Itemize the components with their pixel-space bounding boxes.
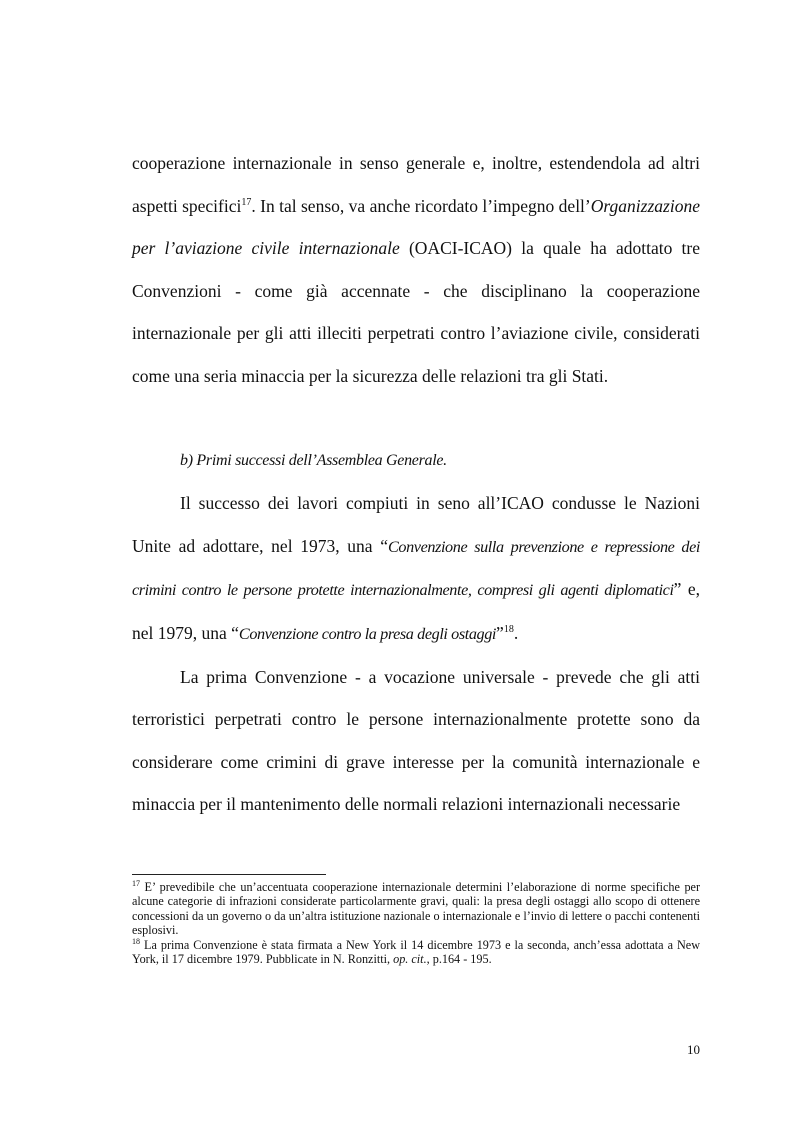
footnote-number: 17 [132,878,140,888]
organization-name: Organizzazione per l’aviazione civile internazionale [132,195,700,259]
section-subheading: b) Primi successi dell’Assemblea Generale. [180,451,447,469]
body-text [132,142,700,826]
section-gap [132,398,700,440]
footnote-17: $^{17}$ E’ prevedibile che un’accentuata cooperazione internazionale determini l’elaborazione di norme specifiche per alcune categorie di infrazioni considerate particolarmente gravi, quali: la presa degli ostaggi allo scopo di ottenere concessioni da un governo o da un’altra istituzione nazionale o internazionale e l’invio di lettere o pacchi contenenti esplosivi. [132,878,700,938]
footnote-ref-18[interactable]: 18 [503,624,514,636]
footnote-ref-17[interactable]: 17 [241,196,252,208]
footnote-separator [132,874,326,875]
paragraph-3: La prima Convenzione - a vocazione universale - prevede che gli atti terroristici perpetrati contro le persone internazionalmente protette sono da considerare come crimini di grave interesse per la comunità internazionale e minaccia per il mantenimento delle normali relazioni internazionali necessarie [132,666,700,815]
paragraph-2: Il successo dei lavori compiuti in seno all’ICAO condusse le Nazioni Unite ad adottare, nel 1973, una “Convenzione sulla prevenzione e repressione dei crimini contro le persone protette internazionalmente, compresi gli agenti diplomatici” e, nel 1979, una “Convenzione contro la presa degli ostaggi”$^{18}$. [132,493,700,643]
convention-title-1: Convenzione sulla prevenzione e repressione dei crimini contro le persone protette internazionalmente, compresi gli agenti diplomatici [132,537,700,600]
footnote-18: $^{18}$ La prima Convenzione è stata firmata a New York il 14 dicembre 1973 e la seconda, anch’essa adottata a New York, il 17 dicembre 1979. Pubblicate in N. Ronzitti, op. cit., p.164 - 195. [132,936,700,967]
footnote-number: 18 [132,936,140,946]
convention-title-2: Convenzione contro la presa degli ostaggi [238,624,497,643]
paragraph-1: cooperazione internazionale in senso generale e, inoltre, estendendola ad altri aspetti specifici$^{17}$. In tal senso, va anche ricordato l’impegno dell’Organizzazione per l’aviazione civile internazionale (OACI-ICAO) la quale ha adottato tre Convenzioni - come già accennate - che disciplinano la cooperazione internazionale per gli atti illeciti perpetrati contro l’aviazione civile, considerati come una seria minaccia per la sicurezza delle relazioni tra gli Stati. [132,153,700,386]
page-number: 10 [687,1042,700,1057]
footnotes [132,880,700,966]
